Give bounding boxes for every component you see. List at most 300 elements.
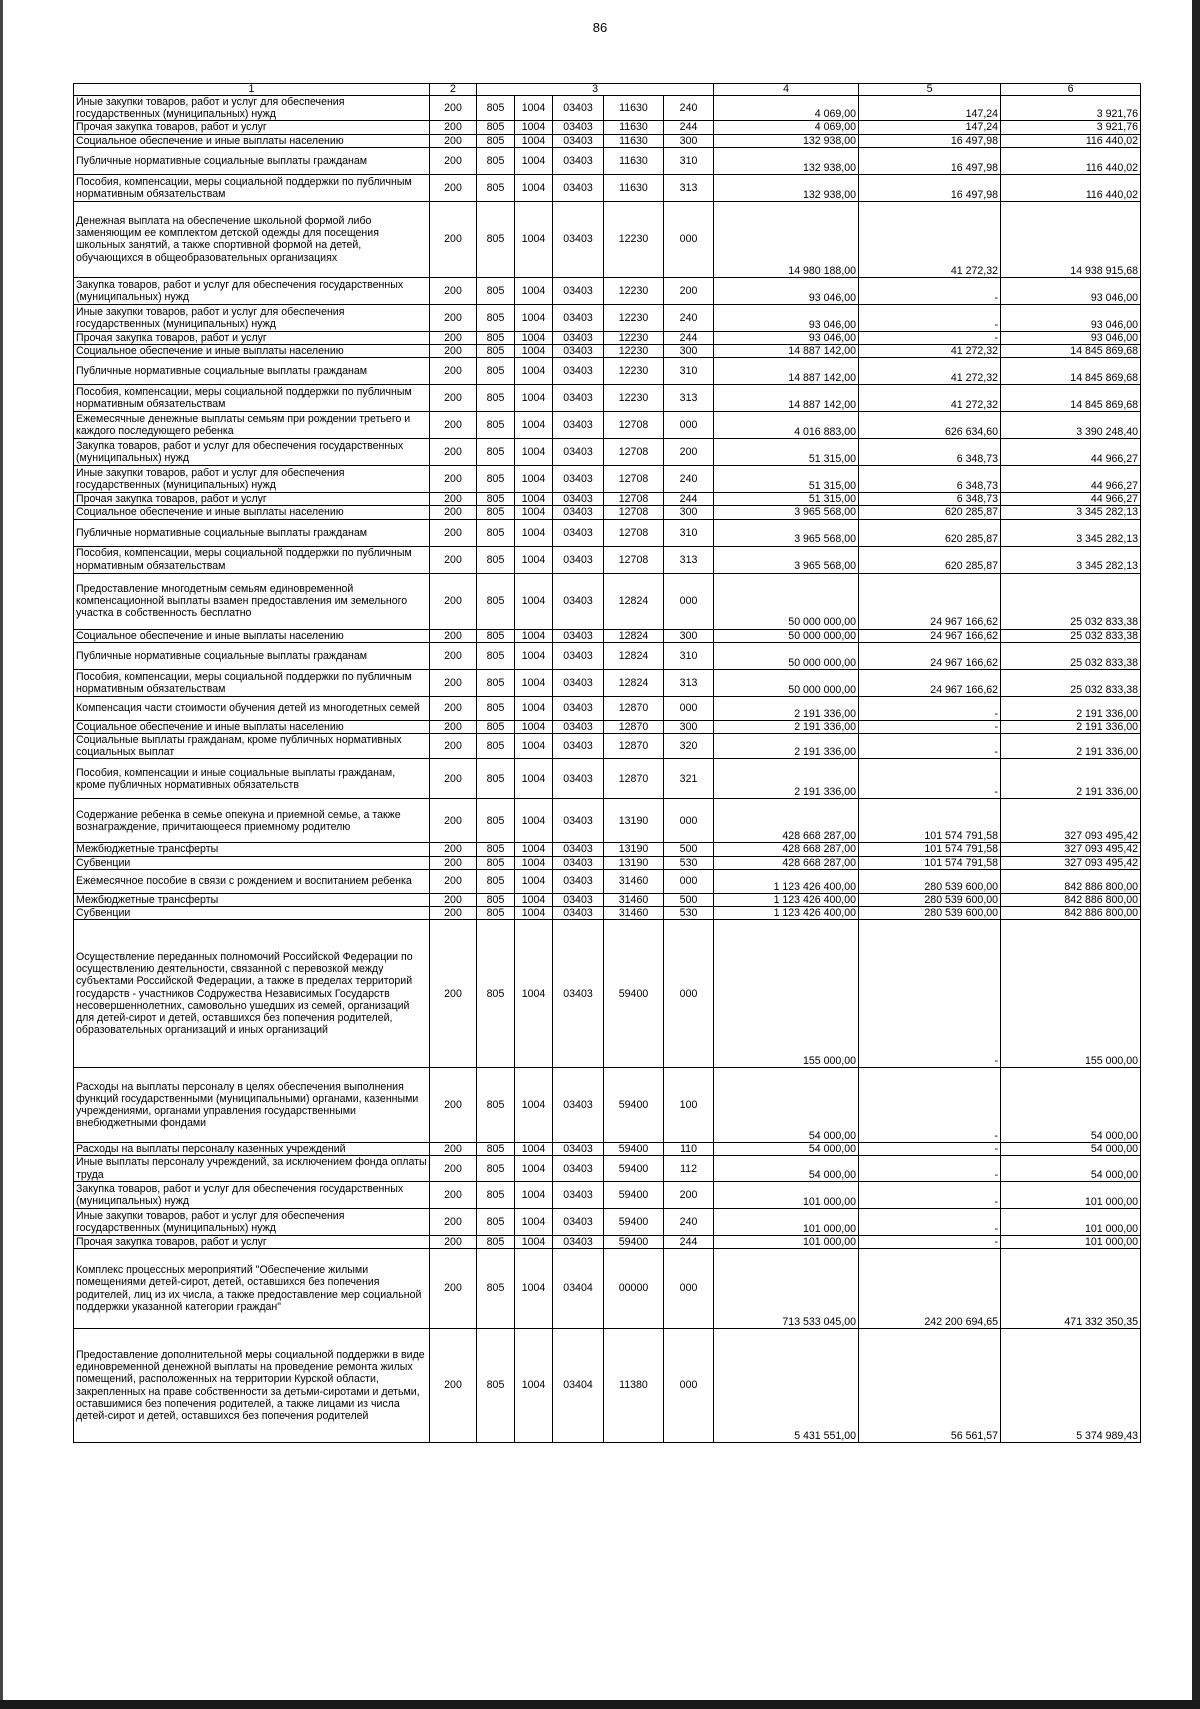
row-code-c6: 313 [664, 385, 714, 412]
row-name: Социальное обеспечение и иные выплаты населению [74, 506, 430, 519]
table-row [74, 642, 1141, 669]
row-code-c6: 100 [664, 1068, 714, 1143]
row-name: Социальное обеспечение и иные выплаты населению [74, 134, 430, 147]
row-value-v5: 24 967 166,62 [859, 669, 1001, 696]
row-code-c4: 03403 [553, 546, 604, 573]
header-col-3: 3 [477, 84, 714, 96]
row-code-c1: 200 [430, 573, 477, 629]
row-code-c3: 1004 [515, 147, 553, 174]
row-value-v6: 327 093 495,42 [1001, 856, 1141, 869]
row-value-v4: 51 315,00 [714, 439, 859, 466]
row-value-v6: 3 345 282,13 [1001, 506, 1141, 519]
table-row [74, 856, 1141, 869]
row-code-c2: 805 [477, 519, 515, 546]
row-code-c2: 805 [477, 1235, 515, 1248]
row-code-c5: 12230 [604, 385, 664, 412]
row-code-c1: 200 [430, 385, 477, 412]
row-value-v5: 41 272,32 [859, 345, 1001, 358]
row-code-c3: 1004 [515, 134, 553, 147]
row-code-c4: 03403 [553, 358, 604, 385]
row-code-c4: 03403 [553, 345, 604, 358]
row-value-v6: 2 191 336,00 [1001, 759, 1141, 799]
row-code-c1: 200 [430, 493, 477, 506]
row-name: Пособия, компенсации, меры социальной поддержки по публичным нормативным обязательствам [74, 669, 430, 696]
row-value-v6: 327 093 495,42 [1001, 799, 1141, 843]
row-code-c4: 03403 [553, 669, 604, 696]
row-value-v6: 101 000,00 [1001, 1208, 1141, 1235]
row-value-v6: 2 191 336,00 [1001, 720, 1141, 733]
row-value-v5: 280 539 600,00 [859, 869, 1001, 893]
row-code-c4: 03403 [553, 506, 604, 519]
row-value-v5: 620 285,87 [859, 546, 1001, 573]
row-code-c3: 1004 [515, 629, 553, 642]
row-value-v5: - [859, 696, 1001, 720]
row-code-c1: 200 [430, 720, 477, 733]
row-code-c6: 244 [664, 1235, 714, 1248]
row-code-c6: 110 [664, 1143, 714, 1156]
row-code-c2: 805 [477, 573, 515, 629]
row-code-c3: 1004 [515, 1156, 553, 1181]
table-row [74, 920, 1141, 1068]
row-value-v4: 428 668 287,00 [714, 799, 859, 843]
row-code-c2: 805 [477, 385, 515, 412]
row-value-v6: 25 032 833,38 [1001, 573, 1141, 629]
row-code-c1: 200 [430, 331, 477, 344]
row-code-c5: 59400 [604, 1208, 664, 1235]
row-code-c5: 12824 [604, 573, 664, 629]
row-value-v4: 1 123 426 400,00 [714, 907, 859, 920]
row-value-v5: - [859, 1156, 1001, 1181]
row-code-c2: 805 [477, 506, 515, 519]
row-name: Пособия, компенсации, меры социальной поддержки по публичным нормативным обязательствам [74, 385, 430, 412]
row-value-v6: 93 046,00 [1001, 331, 1141, 344]
row-code-c6: 313 [664, 174, 714, 201]
row-code-c6: 112 [664, 1156, 714, 1181]
row-value-v5: 242 200 694,65 [859, 1249, 1001, 1329]
row-code-c5: 59400 [604, 1181, 664, 1208]
table-row [74, 121, 1141, 134]
row-code-c5: 59400 [604, 1156, 664, 1181]
table-row [74, 439, 1141, 466]
row-value-v5: 6 348,73 [859, 439, 1001, 466]
row-value-v5: 626 634,60 [859, 412, 1001, 439]
row-code-c5: 12708 [604, 493, 664, 506]
row-value-v4: 2 191 336,00 [714, 734, 859, 759]
row-code-c5: 12708 [604, 439, 664, 466]
row-code-c6: 200 [664, 1181, 714, 1208]
row-code-c3: 1004 [515, 304, 553, 331]
row-code-c5: 31460 [604, 869, 664, 893]
row-code-c6: 000 [664, 920, 714, 1068]
row-value-v6: 842 886 800,00 [1001, 907, 1141, 920]
table-row [74, 96, 1141, 121]
row-value-v5: 280 539 600,00 [859, 907, 1001, 920]
row-code-c5: 11630 [604, 96, 664, 121]
row-value-v5: 101 574 791,58 [859, 799, 1001, 843]
row-value-v5: - [859, 1181, 1001, 1208]
row-name: Иные закупки товаров, работ и услуг для обеспечения государственных (муниципальных) нужд [74, 96, 430, 121]
row-code-c3: 1004 [515, 439, 553, 466]
row-code-c4: 03403 [553, 331, 604, 344]
table-row [74, 174, 1141, 201]
table-row [74, 573, 1141, 629]
row-value-v6: 2 191 336,00 [1001, 734, 1141, 759]
row-code-c5: 12870 [604, 696, 664, 720]
row-code-c4: 03403 [553, 466, 604, 493]
row-code-c2: 805 [477, 893, 515, 906]
row-name: Социальное обеспечение и иные выплаты населению [74, 720, 430, 733]
row-code-c4: 03403 [553, 174, 604, 201]
row-name: Публичные нормативные социальные выплаты гражданам [74, 358, 430, 385]
row-code-c4: 03403 [553, 519, 604, 546]
row-code-c2: 805 [477, 147, 515, 174]
row-code-c3: 1004 [515, 121, 553, 134]
row-value-v5: 16 497,98 [859, 134, 1001, 147]
row-value-v6: 116 440,02 [1001, 174, 1141, 201]
row-name: Межбюджетные трансферты [74, 843, 430, 856]
row-code-c3: 1004 [515, 759, 553, 799]
row-value-v4: 713 533 045,00 [714, 1249, 859, 1329]
row-value-v4: 101 000,00 [714, 1235, 859, 1248]
row-code-c6: 300 [664, 720, 714, 733]
row-code-c4: 03403 [553, 96, 604, 121]
row-value-v4: 54 000,00 [714, 1143, 859, 1156]
row-code-c5: 59400 [604, 920, 664, 1068]
row-code-c5: 12230 [604, 331, 664, 344]
row-name: Комплекс процессных мероприятий "Обеспечение жилыми помещениями детей-сирот, детей, оставшихся без попечения родителей, лиц из их числа, а также предоставление мер социальной поддержки указанной категории граждан" [74, 1249, 430, 1329]
row-value-v4: 50 000 000,00 [714, 629, 859, 642]
row-code-c5: 13190 [604, 799, 664, 843]
row-value-v5: 24 967 166,62 [859, 642, 1001, 669]
row-code-c3: 1004 [515, 358, 553, 385]
row-code-c1: 200 [430, 174, 477, 201]
row-value-v4: 2 191 336,00 [714, 759, 859, 799]
table-row [74, 1068, 1141, 1143]
table-row [74, 358, 1141, 385]
row-value-v6: 93 046,00 [1001, 277, 1141, 304]
row-code-c4: 03403 [553, 412, 604, 439]
row-code-c5: 12870 [604, 720, 664, 733]
table-row [74, 629, 1141, 642]
row-value-v4: 54 000,00 [714, 1156, 859, 1181]
row-code-c4: 03403 [553, 642, 604, 669]
row-code-c4: 03403 [553, 1143, 604, 1156]
row-code-c6: 000 [664, 799, 714, 843]
table-row [74, 907, 1141, 920]
row-code-c4: 03403 [553, 734, 604, 759]
row-code-c1: 200 [430, 1208, 477, 1235]
row-code-c5: 11630 [604, 147, 664, 174]
row-value-v6: 116 440,02 [1001, 134, 1141, 147]
row-code-c4: 03403 [553, 573, 604, 629]
row-code-c5: 12230 [604, 345, 664, 358]
row-value-v5: - [859, 1068, 1001, 1143]
row-code-c6: 000 [664, 573, 714, 629]
row-code-c4: 03403 [553, 385, 604, 412]
row-value-v6: 93 046,00 [1001, 304, 1141, 331]
row-value-v6: 25 032 833,38 [1001, 629, 1141, 642]
row-code-c1: 200 [430, 669, 477, 696]
row-code-c1: 200 [430, 1181, 477, 1208]
row-code-c5: 13190 [604, 843, 664, 856]
row-name: Иные закупки товаров, работ и услуг для обеспечения государственных (муниципальных) нужд [74, 466, 430, 493]
table-row [74, 412, 1141, 439]
row-code-c4: 03403 [553, 134, 604, 147]
row-value-v4: 2 191 336,00 [714, 696, 859, 720]
row-code-c1: 200 [430, 546, 477, 573]
row-code-c3: 1004 [515, 920, 553, 1068]
row-code-c2: 805 [477, 412, 515, 439]
row-code-c1: 200 [430, 466, 477, 493]
row-code-c5: 12230 [604, 358, 664, 385]
row-code-c5: 11630 [604, 174, 664, 201]
row-value-v4: 4 069,00 [714, 96, 859, 121]
row-code-c1: 200 [430, 920, 477, 1068]
row-value-v6: 101 000,00 [1001, 1235, 1141, 1248]
row-code-c2: 805 [477, 546, 515, 573]
row-code-c6: 000 [664, 412, 714, 439]
row-value-v4: 428 668 287,00 [714, 856, 859, 869]
row-code-c2: 805 [477, 1068, 515, 1143]
row-name: Социальное обеспечение и иные выплаты населению [74, 345, 430, 358]
row-code-c4: 03403 [553, 856, 604, 869]
header-col-4: 4 [714, 84, 859, 96]
row-code-c3: 1004 [515, 546, 553, 573]
row-code-c2: 805 [477, 907, 515, 920]
row-value-v6: 44 966,27 [1001, 439, 1141, 466]
row-code-c4: 03403 [553, 493, 604, 506]
row-value-v6: 116 440,02 [1001, 147, 1141, 174]
row-name: Закупка товаров, работ и услуг для обеспечения государственных (муниципальных) нужд [74, 1181, 430, 1208]
row-value-v6: 3 921,76 [1001, 121, 1141, 134]
row-code-c6: 300 [664, 134, 714, 147]
table-row [74, 147, 1141, 174]
row-value-v4: 5 431 551,00 [714, 1329, 859, 1443]
row-value-v4: 101 000,00 [714, 1208, 859, 1235]
row-code-c1: 200 [430, 696, 477, 720]
row-value-v4: 93 046,00 [714, 304, 859, 331]
row-code-c4: 03403 [553, 304, 604, 331]
row-code-c1: 200 [430, 412, 477, 439]
row-value-v6: 25 032 833,38 [1001, 642, 1141, 669]
row-value-v5: 101 574 791,58 [859, 856, 1001, 869]
row-code-c5: 12708 [604, 466, 664, 493]
row-code-c4: 03403 [553, 696, 604, 720]
row-name: Пособия, компенсации и иные социальные выплаты гражданам, кроме публичных нормативных обязательств [74, 759, 430, 799]
row-code-c1: 200 [430, 121, 477, 134]
row-code-c6: 313 [664, 546, 714, 573]
row-code-c3: 1004 [515, 907, 553, 920]
row-code-c3: 1004 [515, 1208, 553, 1235]
row-name: Ежемесячное пособие в связи с рождением и воспитанием ребенка [74, 869, 430, 893]
row-code-c4: 03403 [553, 1156, 604, 1181]
row-code-c2: 805 [477, 1249, 515, 1329]
row-code-c1: 200 [430, 147, 477, 174]
header-col-1: 1 [74, 84, 430, 96]
header-col-6: 6 [1001, 84, 1141, 96]
row-code-c2: 805 [477, 1329, 515, 1443]
row-code-c4: 03403 [553, 439, 604, 466]
table-row [74, 506, 1141, 519]
row-value-v5: 56 561,57 [859, 1329, 1001, 1443]
row-code-c4: 03403 [553, 629, 604, 642]
row-code-c6: 000 [664, 869, 714, 893]
row-value-v5: 147,24 [859, 121, 1001, 134]
row-value-v6: 3 345 282,13 [1001, 519, 1141, 546]
row-code-c4: 03403 [553, 121, 604, 134]
row-code-c1: 200 [430, 734, 477, 759]
page-number: 86 [592, 20, 608, 35]
table-row [74, 304, 1141, 331]
row-name: Денежная выплата на обеспечение школьной формой либо заменяющим ее комплектом детской одежды для посещения школьных занятий, а также спортивной формой на детей, обучающихся в общеобразовательных организациях [74, 201, 430, 277]
row-code-c3: 1004 [515, 869, 553, 893]
row-name: Публичные нормативные социальные выплаты гражданам [74, 519, 430, 546]
row-code-c4: 03404 [553, 1249, 604, 1329]
row-value-v5: 280 539 600,00 [859, 893, 1001, 906]
row-name: Прочая закупка товаров, работ и услуг [74, 331, 430, 344]
row-code-c1: 200 [430, 893, 477, 906]
row-code-c4: 03403 [553, 759, 604, 799]
row-value-v6: 842 886 800,00 [1001, 893, 1141, 906]
row-code-c4: 03404 [553, 1329, 604, 1443]
row-code-c5: 12230 [604, 277, 664, 304]
row-code-c5: 12230 [604, 304, 664, 331]
row-value-v5: 101 574 791,58 [859, 843, 1001, 856]
scan-left-edge [0, 0, 3, 1709]
row-code-c3: 1004 [515, 1329, 553, 1443]
row-code-c5: 12824 [604, 669, 664, 696]
row-code-c1: 200 [430, 1068, 477, 1143]
row-code-c2: 805 [477, 439, 515, 466]
row-code-c1: 200 [430, 1156, 477, 1181]
row-code-c1: 200 [430, 1143, 477, 1156]
row-code-c2: 805 [477, 1143, 515, 1156]
row-code-c1: 200 [430, 345, 477, 358]
row-code-c2: 805 [477, 629, 515, 642]
row-value-v6: 5 374 989,43 [1001, 1329, 1141, 1443]
row-code-c1: 200 [430, 304, 477, 331]
row-code-c6: 200 [664, 277, 714, 304]
row-code-c6: 300 [664, 345, 714, 358]
table-row [74, 799, 1141, 843]
row-code-c4: 03403 [553, 1235, 604, 1248]
table-row [74, 759, 1141, 799]
row-value-v5: - [859, 720, 1001, 733]
row-value-v4: 51 315,00 [714, 493, 859, 506]
row-value-v4: 4 016 883,00 [714, 412, 859, 439]
row-name: Социальное обеспечение и иные выплаты населению [74, 629, 430, 642]
row-code-c6: 240 [664, 1208, 714, 1235]
row-value-v4: 93 046,00 [714, 277, 859, 304]
row-code-c1: 200 [430, 907, 477, 920]
row-name: Прочая закупка товаров, работ и услуг [74, 121, 430, 134]
row-name: Осуществление переданных полномочий Российской Федерации по осуществлению деятельности, связанной с перевозкой между субъектами Российской Федерации, а также в пределах территорий государств - участников Содружества Независимых Государств несовершеннолетних, самовольно ушедших из семей, организаций для детей-сирот и детей, оставшихся без попечения родителей, образовательных организаций и иных организаций [74, 920, 430, 1068]
row-code-c3: 1004 [515, 277, 553, 304]
row-code-c3: 1004 [515, 696, 553, 720]
row-code-c5: 12708 [604, 546, 664, 573]
row-code-c6: 530 [664, 856, 714, 869]
row-code-c2: 805 [477, 669, 515, 696]
scan-bottom-edge [0, 1700, 1200, 1709]
row-value-v5: 41 272,32 [859, 385, 1001, 412]
row-code-c1: 200 [430, 277, 477, 304]
row-code-c5: 12708 [604, 519, 664, 546]
row-code-c4: 03403 [553, 1208, 604, 1235]
row-value-v6: 2 191 336,00 [1001, 696, 1141, 720]
row-name: Субвенции [74, 856, 430, 869]
row-code-c1: 200 [430, 134, 477, 147]
row-code-c3: 1004 [515, 385, 553, 412]
row-value-v4: 50 000 000,00 [714, 669, 859, 696]
scan-right-edge [1192, 0, 1200, 1709]
row-code-c2: 805 [477, 96, 515, 121]
row-value-v5: - [859, 734, 1001, 759]
row-value-v4: 4 069,00 [714, 121, 859, 134]
row-code-c5: 31460 [604, 893, 664, 906]
row-code-c2: 805 [477, 493, 515, 506]
row-code-c4: 03403 [553, 277, 604, 304]
row-code-c6: 200 [664, 439, 714, 466]
row-code-c5: 59400 [604, 1143, 664, 1156]
row-value-v5: - [859, 304, 1001, 331]
row-code-c4: 03403 [553, 843, 604, 856]
row-code-c3: 1004 [515, 493, 553, 506]
row-name: Публичные нормативные социальные выплаты гражданам [74, 642, 430, 669]
row-name: Закупка товаров, работ и услуг для обеспечения государственных (муниципальных) нужд [74, 277, 430, 304]
row-code-c1: 200 [430, 799, 477, 843]
table-row [74, 1235, 1141, 1248]
row-value-v4: 54 000,00 [714, 1068, 859, 1143]
row-value-v5: - [859, 331, 1001, 344]
row-code-c3: 1004 [515, 96, 553, 121]
row-code-c3: 1004 [515, 1143, 553, 1156]
table-row [74, 1329, 1141, 1443]
row-name: Прочая закупка товаров, работ и услуг [74, 1235, 430, 1248]
budget-table [73, 83, 1141, 1443]
row-code-c4: 03403 [553, 920, 604, 1068]
row-code-c1: 200 [430, 1249, 477, 1329]
row-value-v6: 3 345 282,13 [1001, 546, 1141, 573]
row-value-v6: 101 000,00 [1001, 1181, 1141, 1208]
row-code-c3: 1004 [515, 412, 553, 439]
row-value-v5: 147,24 [859, 96, 1001, 121]
row-value-v4: 50 000 000,00 [714, 573, 859, 629]
row-value-v6: 842 886 800,00 [1001, 869, 1141, 893]
row-value-v5: 41 272,32 [859, 358, 1001, 385]
row-value-v4: 155 000,00 [714, 920, 859, 1068]
row-code-c2: 805 [477, 759, 515, 799]
row-value-v4: 51 315,00 [714, 466, 859, 493]
row-code-c5: 59400 [604, 1235, 664, 1248]
row-code-c3: 1004 [515, 506, 553, 519]
row-code-c2: 805 [477, 201, 515, 277]
row-code-c3: 1004 [515, 893, 553, 906]
row-value-v4: 2 191 336,00 [714, 720, 859, 733]
row-value-v5: 41 272,32 [859, 201, 1001, 277]
row-code-c6: 500 [664, 893, 714, 906]
row-value-v5: - [859, 759, 1001, 799]
row-value-v4: 3 965 568,00 [714, 519, 859, 546]
row-code-c3: 1004 [515, 1235, 553, 1248]
row-code-c4: 03403 [553, 1068, 604, 1143]
row-value-v6: 44 966,27 [1001, 466, 1141, 493]
row-value-v5: - [859, 920, 1001, 1068]
row-code-c1: 200 [430, 439, 477, 466]
row-code-c3: 1004 [515, 856, 553, 869]
row-name: Пособия, компенсации, меры социальной поддержки по публичным нормативным обязательствам [74, 174, 430, 201]
row-value-v6: 3 921,76 [1001, 96, 1141, 121]
row-code-c4: 03403 [553, 799, 604, 843]
